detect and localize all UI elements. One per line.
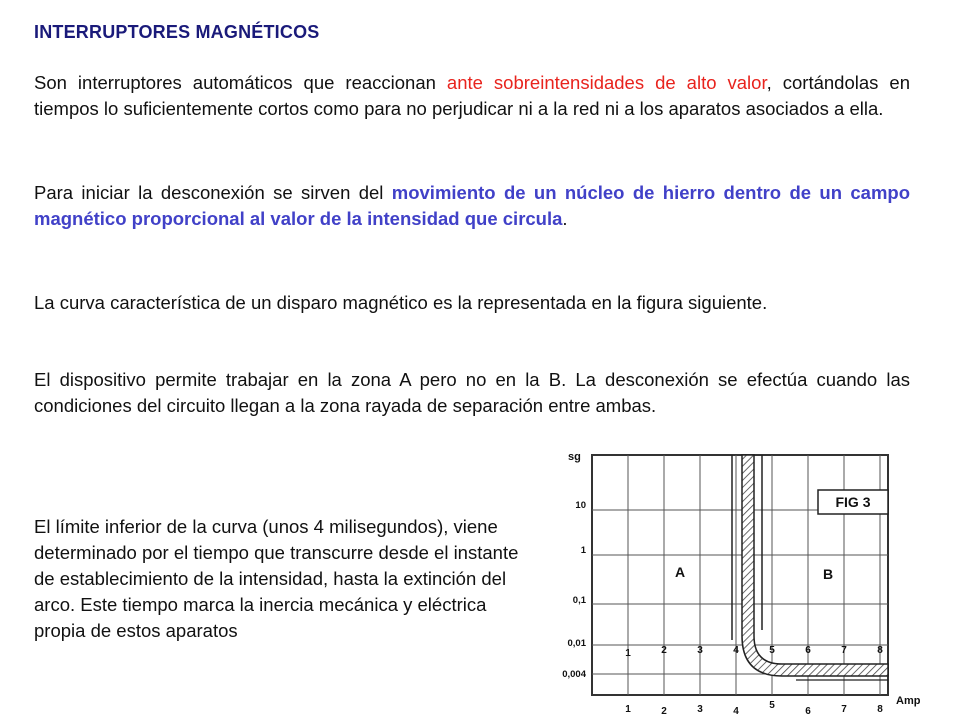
paragraph-curve: La curva característica de un disparo magnético es la representada en la figura siguiente.	[34, 292, 768, 313]
inner-tick-2: 2	[661, 645, 667, 656]
inner-tick-6: 6	[805, 645, 811, 656]
trip-curve-figure	[556, 440, 960, 720]
zone-b-label: B	[822, 566, 834, 582]
x-tick-8: 8	[877, 704, 883, 715]
x-tick-5: 5	[769, 700, 775, 711]
inner-tick-5: 5	[769, 645, 775, 656]
y-tick-1: 1	[580, 545, 586, 556]
mechanism-text-a: Para iniciar la desconexión se sirven del	[34, 182, 392, 203]
figure-label: FIG 3	[835, 494, 871, 510]
x-tick-6: 6	[805, 706, 811, 717]
inner-tick-7: 7	[841, 645, 847, 656]
inner-tick-1: 1	[625, 648, 631, 659]
x-tick-2: 2	[661, 706, 667, 717]
paragraph-lower-limit: El límite inferior de la curva (unos 4 milisegundos), viene determinado por el tiempo que transcurre desde el instante de establecimiento de la intensidad, hasta la extinción del arco. Este tiempo marca la inercia mecánica y eléctrica propia de estos aparatos	[34, 516, 519, 641]
paragraph-intro	[34, 70, 910, 122]
y-axis-unit: sg	[568, 451, 581, 463]
page-title: INTERRUPTORES MAGNÉTICOS	[34, 22, 320, 42]
y-tick-10: 10	[575, 500, 586, 511]
inner-tick-3: 3	[697, 645, 703, 656]
y-tick-0-01: 0,01	[567, 638, 586, 649]
x-tick-4: 4	[733, 706, 739, 717]
inner-tick-4: 4	[733, 645, 739, 656]
mechanism-highlight: movimiento de un núcleo de hierro dentro de un campo magnético proporcional al valor de la intensidad que circula	[34, 182, 910, 229]
paragraph-mechanism	[34, 180, 910, 232]
x-tick-1: 1	[625, 704, 631, 715]
intro-text-c: , cortándolas en tiempos lo suficientemente cortos como para no perjudicar ni a la red ni a los aparatos asociados a ella.	[34, 72, 910, 119]
mechanism-text-c: .	[562, 208, 568, 229]
inner-tick-8: 8	[877, 645, 883, 656]
paragraph-zones: El dispositivo permite trabajar en la zona A pero no en la B. La desconexión se efectúa cuando las condiciones del circuito llegan a la zona rayada de separación entre ambas.	[34, 369, 910, 416]
y-tick-0-1: 0,1	[572, 595, 586, 606]
intro-highlight: ante sobreintensidades de alto valor	[446, 72, 767, 93]
y-tick-0-004: 0,004	[562, 669, 586, 680]
zone-a-label: A	[674, 564, 686, 580]
x-tick-7: 7	[841, 704, 847, 715]
x-tick-3: 3	[697, 704, 703, 715]
intro-text-a: Son interruptores automáticos que reaccionan	[34, 72, 447, 93]
x-axis-unit: Amp	[896, 695, 921, 707]
